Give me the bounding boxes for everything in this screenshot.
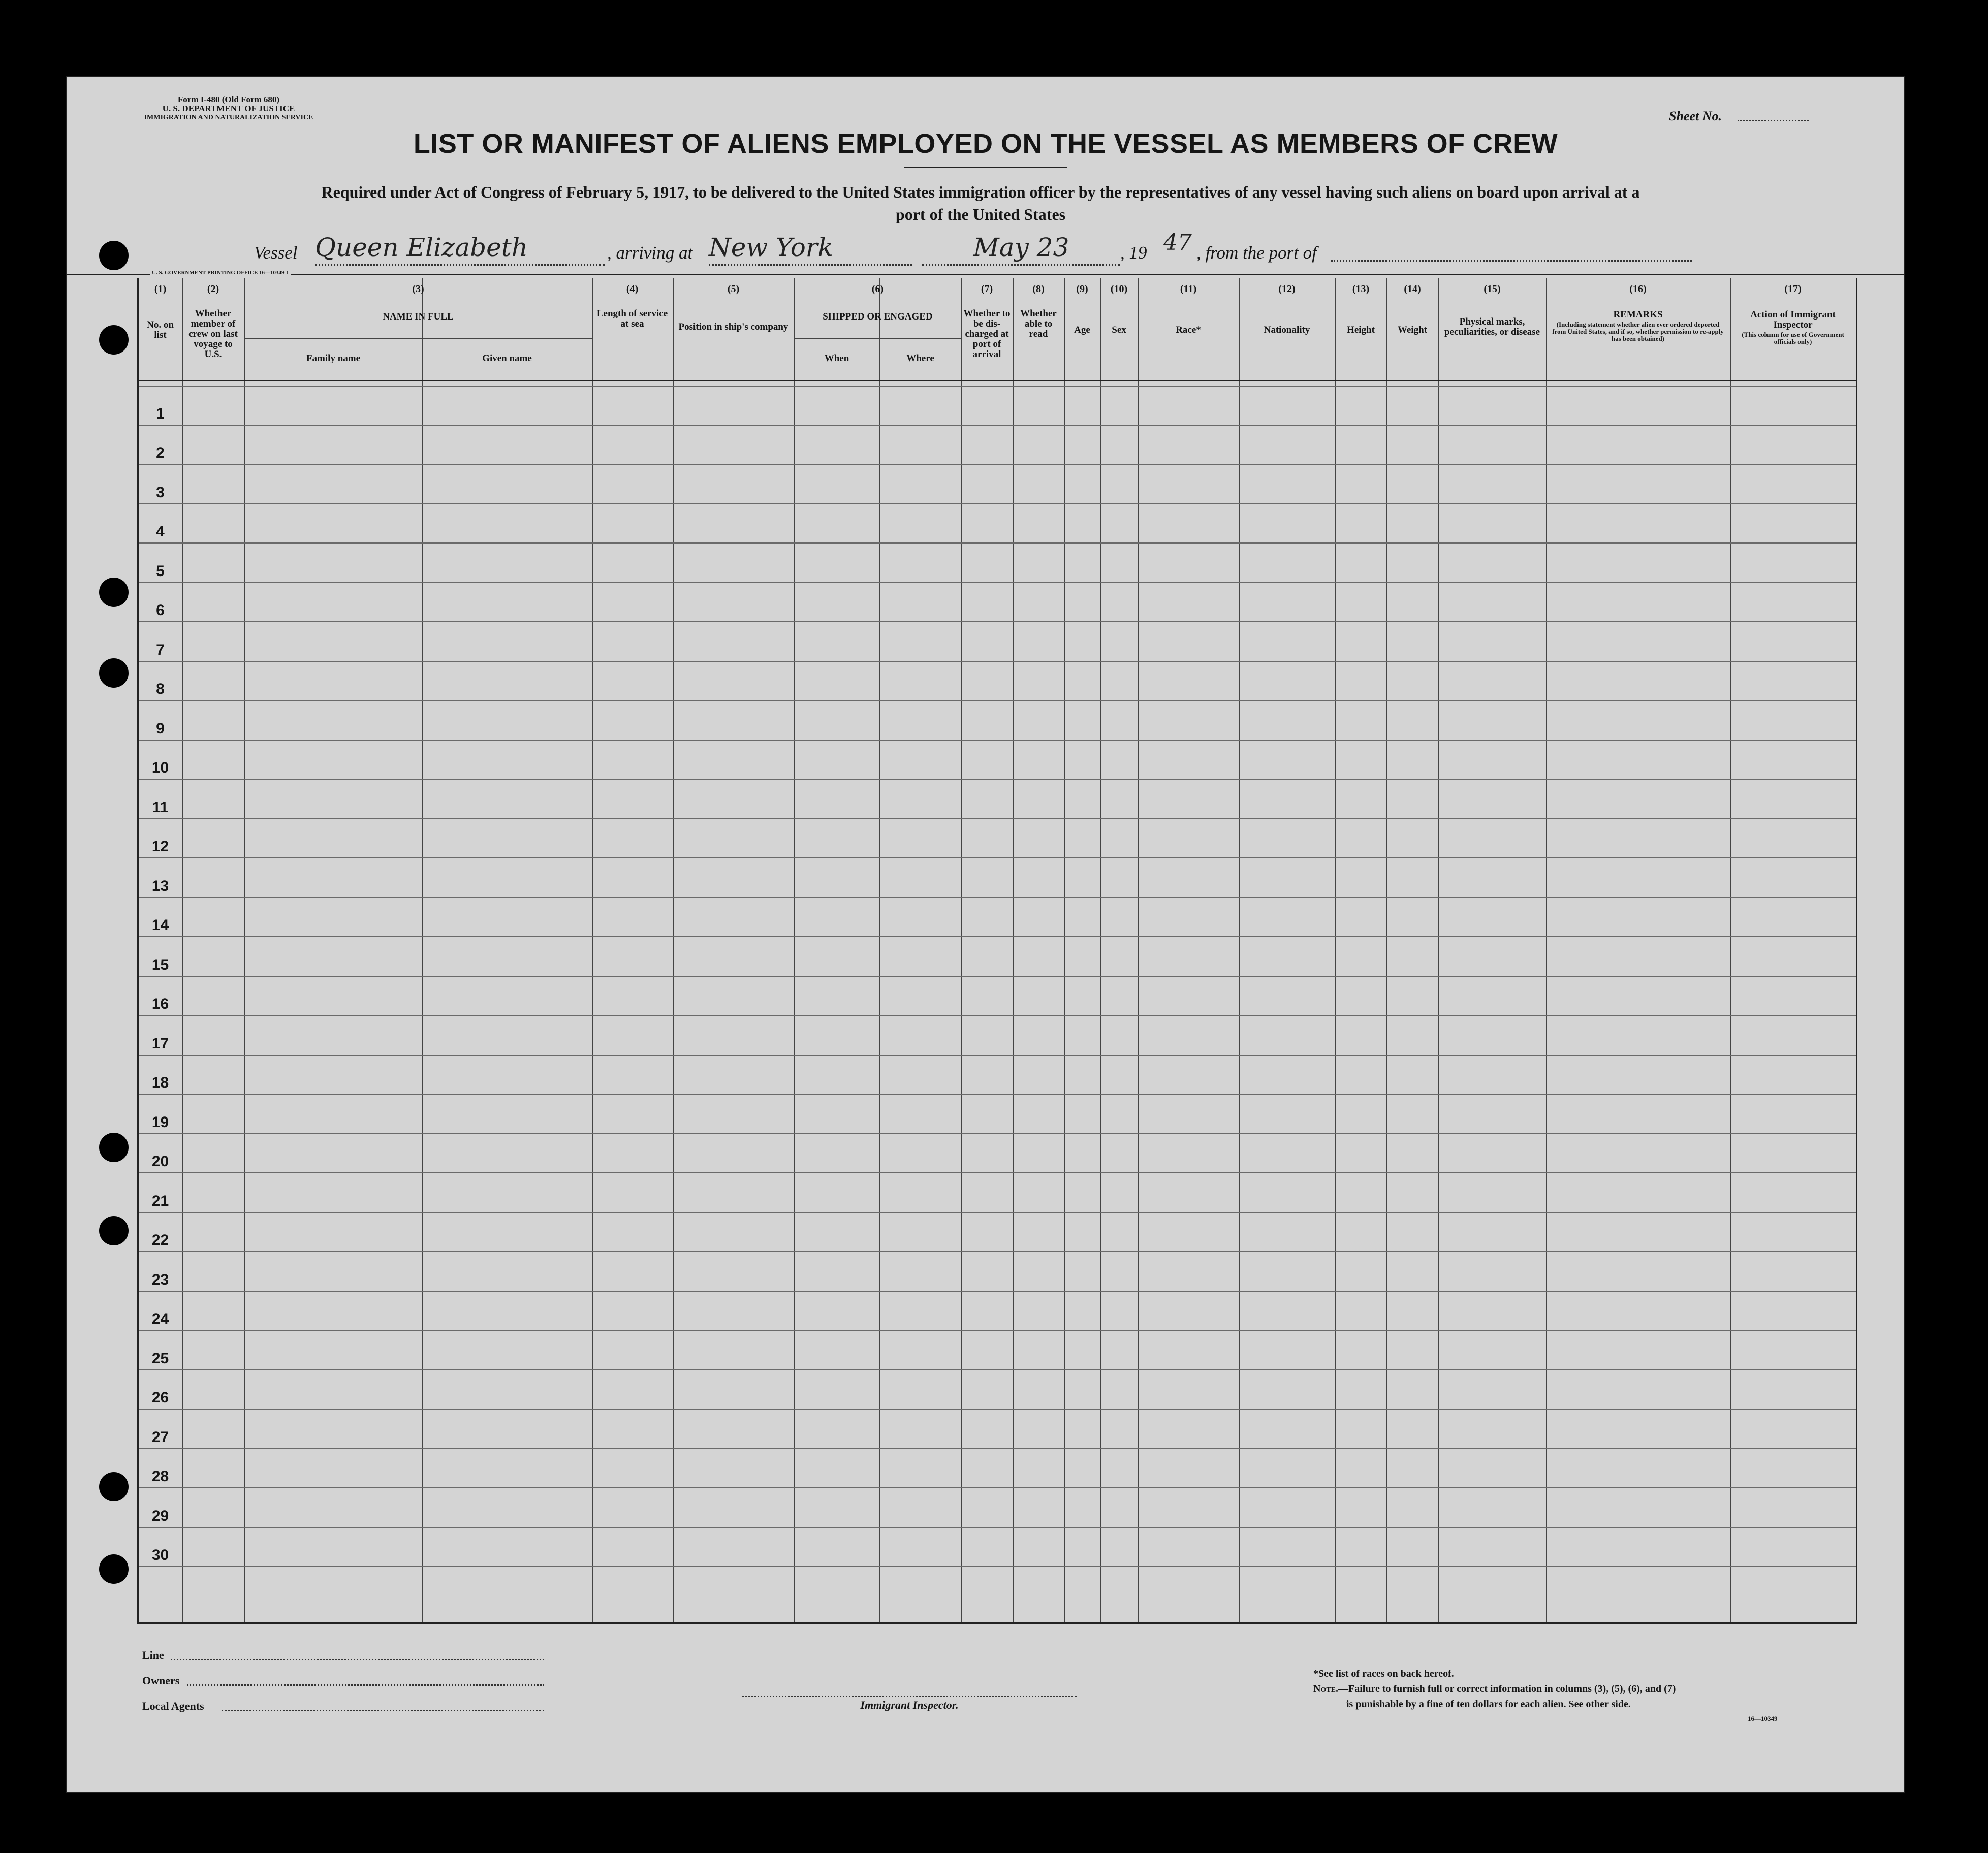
column-note: (Including statement whether alien ever ordered deported from United States, and if so, whether permission to re-apply has been obtained) bbox=[1552, 321, 1724, 342]
sheet-number-field[interactable] bbox=[1738, 120, 1809, 121]
row-number: 19 bbox=[151, 1113, 169, 1131]
title-rule bbox=[904, 167, 1067, 168]
punch-hole bbox=[99, 1216, 129, 1245]
column-header bbox=[1239, 278, 1335, 380]
group-rule bbox=[244, 338, 592, 339]
column-header bbox=[1013, 278, 1064, 380]
table-row[interactable] bbox=[139, 858, 1856, 898]
column-number: (14) bbox=[1404, 283, 1421, 295]
column-label: Whether able to read bbox=[1020, 308, 1057, 339]
service-name: IMMIGRATION AND NATURALIZATION SERVICE bbox=[144, 114, 313, 121]
row-number: 26 bbox=[151, 1389, 169, 1406]
table-row[interactable] bbox=[139, 741, 1856, 780]
column-number: (6) bbox=[871, 283, 884, 295]
column-number: (16) bbox=[1629, 283, 1647, 295]
table-row[interactable] bbox=[139, 780, 1856, 819]
subtitle-line: port of the United States bbox=[895, 205, 1066, 223]
table-row[interactable] bbox=[139, 1488, 1856, 1528]
column-number: (15) bbox=[1484, 283, 1501, 295]
column-number: (3) bbox=[412, 283, 424, 295]
column-label: Age bbox=[1074, 325, 1090, 335]
table-row[interactable] bbox=[139, 937, 1856, 977]
row-number: 24 bbox=[151, 1311, 169, 1327]
column-header bbox=[673, 278, 794, 380]
row-number: 21 bbox=[151, 1192, 169, 1209]
note-text: —Failure to furnish full or correct information in columns (3), (5), (6), and (7) bbox=[1338, 1683, 1676, 1695]
table-row[interactable] bbox=[139, 662, 1856, 701]
form-identifier bbox=[127, 95, 330, 122]
column-label: Height bbox=[1347, 325, 1375, 335]
column-header bbox=[1438, 278, 1546, 380]
column-number: (1) bbox=[154, 283, 167, 295]
table-row[interactable] bbox=[139, 1213, 1856, 1253]
inspector-label: Immigrant Inspector. bbox=[860, 1699, 959, 1711]
column-number: (11) bbox=[1180, 283, 1197, 295]
row-number: 18 bbox=[151, 1074, 169, 1091]
row-number: 22 bbox=[151, 1232, 169, 1249]
subcolumn-label: When bbox=[824, 353, 849, 364]
row-number: 29 bbox=[151, 1507, 169, 1524]
table-row[interactable] bbox=[139, 1252, 1856, 1292]
column-label: Action of Immigrant Inspector bbox=[1750, 309, 1836, 330]
subcolumn-label: Where bbox=[906, 353, 934, 364]
column-header bbox=[1138, 278, 1239, 380]
owners-field[interactable] bbox=[187, 1684, 544, 1686]
punch-hole bbox=[99, 658, 129, 688]
arriving-at-field[interactable]: New York bbox=[709, 233, 912, 266]
punch-hole bbox=[99, 578, 129, 607]
row-number: 4 bbox=[156, 523, 165, 540]
form-code: 16—10349 bbox=[1748, 1715, 1778, 1722]
column-header bbox=[1100, 278, 1138, 380]
owners-label: Owners bbox=[142, 1674, 180, 1687]
column-header bbox=[1386, 278, 1438, 380]
column-number: (8) bbox=[1032, 283, 1045, 295]
row-number: 27 bbox=[151, 1428, 169, 1446]
column-number: (7) bbox=[981, 283, 993, 295]
column-number: (4) bbox=[626, 283, 639, 295]
table-row[interactable] bbox=[139, 465, 1856, 504]
table-row[interactable] bbox=[139, 1292, 1856, 1331]
row-rule bbox=[139, 386, 1856, 387]
column-label: Whether member of crew on last voyage to U.S. bbox=[188, 308, 238, 360]
races-note: *See list of races on back hereof. bbox=[1313, 1668, 1454, 1679]
row-number: 28 bbox=[151, 1468, 169, 1485]
column-number: (13) bbox=[1352, 283, 1370, 295]
table-row[interactable] bbox=[139, 977, 1856, 1016]
row-number: 11 bbox=[152, 798, 169, 816]
row-number: 9 bbox=[156, 720, 165, 737]
column-header bbox=[1546, 278, 1730, 380]
row-number: 25 bbox=[151, 1350, 169, 1367]
line-field[interactable] bbox=[171, 1659, 544, 1660]
row-number: 20 bbox=[151, 1153, 169, 1170]
table-row[interactable] bbox=[139, 622, 1856, 662]
crew-table bbox=[137, 278, 1857, 1624]
punch-hole bbox=[99, 1554, 129, 1584]
row-number: 15 bbox=[151, 956, 169, 973]
column-header bbox=[961, 278, 1013, 380]
subcolumn-label: Family name bbox=[306, 353, 361, 364]
inspector-signature-field[interactable] bbox=[742, 1696, 1077, 1697]
column-label: Nationality bbox=[1264, 325, 1310, 335]
arriving-label: , arriving at bbox=[607, 243, 693, 263]
penalty-note bbox=[1313, 1683, 1676, 1695]
column-header bbox=[794, 278, 961, 380]
local-agents-field[interactable] bbox=[222, 1710, 544, 1711]
row-number: 12 bbox=[151, 838, 169, 855]
table-row[interactable] bbox=[139, 819, 1856, 859]
group-rule bbox=[794, 338, 961, 339]
row-number: 14 bbox=[151, 917, 169, 934]
note-label: Note. bbox=[1313, 1683, 1339, 1695]
column-group-label: SHIPPED OR ENGAGED bbox=[823, 311, 933, 322]
column-header bbox=[244, 278, 592, 380]
column-label: Physical marks, peculiarities, or disease bbox=[1444, 316, 1540, 337]
row-number: 13 bbox=[151, 877, 169, 894]
column-label: Whether to be dis-charged at port of arrival bbox=[963, 308, 1011, 360]
column-label: Sex bbox=[1112, 325, 1126, 335]
from-port-field[interactable] bbox=[1331, 260, 1692, 262]
row-number: 10 bbox=[151, 759, 169, 776]
vessel-label: Vessel bbox=[254, 243, 298, 263]
table-row[interactable] bbox=[139, 1173, 1856, 1213]
table-row[interactable] bbox=[139, 583, 1856, 623]
column-header bbox=[182, 278, 244, 380]
table-row[interactable] bbox=[139, 701, 1856, 741]
form-number: Form I-480 (Old Form 680) bbox=[177, 94, 280, 104]
column-number: (10) bbox=[1110, 283, 1128, 295]
column-number: (5) bbox=[727, 283, 740, 295]
column-header bbox=[139, 278, 182, 380]
page-title: LIST OR MANIFEST OF ALIENS EMPLOYED ON THE VESSEL AS MEMBERS OF CREW bbox=[413, 129, 1558, 159]
column-note: (This column for use of Government officials only) bbox=[1742, 331, 1844, 345]
column-label: No. on list bbox=[147, 320, 174, 340]
row-number: 3 bbox=[156, 484, 165, 501]
table-row[interactable] bbox=[139, 1134, 1856, 1174]
row-number: 2 bbox=[156, 444, 165, 461]
department-name: U. S. DEPARTMENT OF JUSTICE bbox=[162, 104, 295, 113]
header-bottom-rule bbox=[139, 380, 1856, 381]
penalty-note-continued: is punishable by a fine of ten dollars for each alien. See other side. bbox=[1346, 1699, 1631, 1710]
subtitle bbox=[152, 181, 1809, 226]
row-number: 1 bbox=[156, 405, 165, 422]
column-label: Length of service at sea bbox=[596, 308, 668, 329]
table-row[interactable] bbox=[139, 1331, 1856, 1370]
column-label: Position in ship's company bbox=[678, 322, 788, 332]
subtitle-line: Required under Act of Congress of February 5, 1917, to be delivered to the United States immigration officer by the representatives of any vessel having such aliens on board upon arrival at a bbox=[321, 183, 1640, 201]
column-number: (17) bbox=[1784, 283, 1802, 295]
row-number: 5 bbox=[156, 562, 165, 580]
table-row[interactable] bbox=[139, 1528, 1856, 1568]
column-label: REMARKS bbox=[1613, 309, 1663, 320]
row-number: 17 bbox=[151, 1035, 169, 1052]
sheet-number-label: Sheet No. bbox=[1669, 109, 1722, 123]
printing-office-imprint: U. S. GOVERNMENT PRINTING OFFICE 16—10349-1 bbox=[150, 270, 291, 276]
punch-hole bbox=[99, 241, 129, 270]
arrival-date-field[interactable]: May 23 bbox=[922, 233, 1120, 266]
column-number: (9) bbox=[1076, 283, 1088, 295]
table-row[interactable] bbox=[139, 544, 1856, 583]
year-field[interactable]: 47 bbox=[1163, 230, 1192, 255]
table-row[interactable] bbox=[139, 1370, 1856, 1410]
table-row[interactable] bbox=[139, 504, 1856, 544]
punch-hole bbox=[99, 1472, 129, 1501]
table-row[interactable] bbox=[139, 898, 1856, 938]
row-number: 30 bbox=[151, 1547, 169, 1563]
column-number: (2) bbox=[207, 283, 219, 295]
table-row[interactable] bbox=[139, 386, 1856, 426]
table-row[interactable] bbox=[139, 1410, 1856, 1449]
from-port-label: , from the port of bbox=[1196, 243, 1317, 263]
table-row[interactable] bbox=[139, 1056, 1856, 1095]
column-label: Race* bbox=[1176, 325, 1201, 335]
table-row[interactable] bbox=[139, 1095, 1856, 1134]
line-label: Line bbox=[142, 1649, 164, 1662]
row-number: 7 bbox=[156, 641, 165, 658]
column-header bbox=[1335, 278, 1386, 380]
punch-hole bbox=[99, 1133, 129, 1162]
column-header bbox=[592, 278, 673, 380]
year-prefix: , 19 bbox=[1120, 243, 1147, 263]
local-agents-label: Local Agents bbox=[142, 1700, 204, 1712]
column-header bbox=[1730, 278, 1856, 380]
punch-hole bbox=[99, 325, 129, 355]
subcolumn-label: Given name bbox=[482, 353, 532, 364]
header-rule bbox=[66, 274, 1905, 276]
table-row[interactable] bbox=[139, 1449, 1856, 1489]
column-group-label: NAME IN FULL bbox=[383, 311, 454, 322]
row-number: 23 bbox=[151, 1271, 169, 1288]
row-number: 6 bbox=[156, 602, 165, 619]
column-number: (12) bbox=[1278, 283, 1296, 295]
table-row[interactable] bbox=[139, 426, 1856, 465]
row-number: 8 bbox=[156, 681, 165, 697]
column-header bbox=[1064, 278, 1100, 380]
table-row[interactable] bbox=[139, 1016, 1856, 1056]
vessel-field[interactable]: Queen Elizabeth bbox=[315, 233, 605, 266]
column-label: Weight bbox=[1397, 325, 1428, 335]
row-number: 16 bbox=[151, 996, 169, 1012]
